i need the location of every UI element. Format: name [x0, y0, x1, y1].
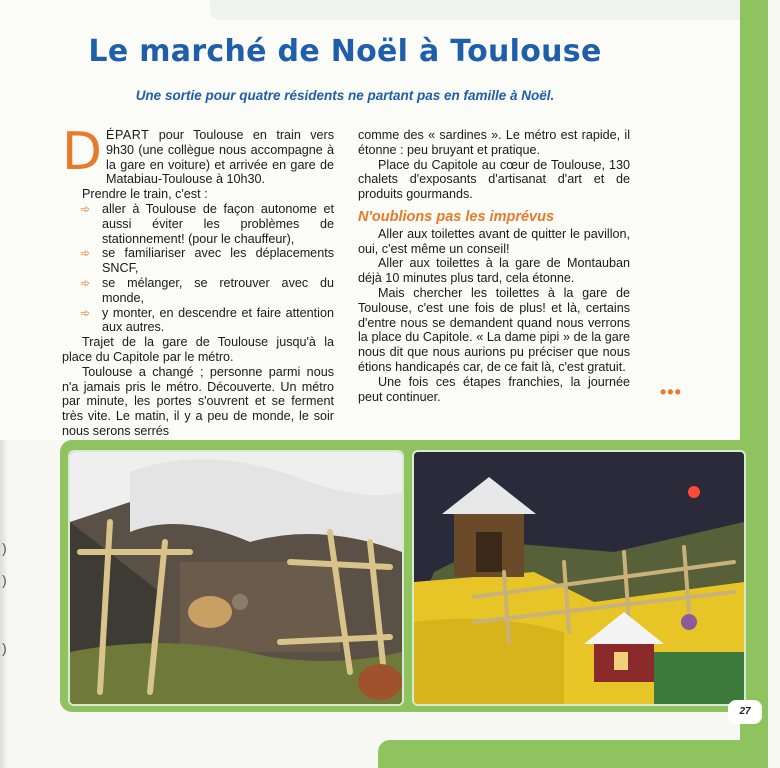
bullet-list — [62, 202, 334, 335]
top-band — [210, 0, 740, 20]
section-subheading: N'oublions pas les imprévus — [358, 208, 555, 225]
paragraph-capitole: Place du Capitole au cœur de Toulouse, 130 chalets d'exposants d'artisanat d'art et de produits gourmands. — [358, 157, 630, 202]
list-item-text: aller à Toulouse de façon autonome et aussi éviter les problèmes de stationnement! (pour le chauffeur), — [102, 201, 334, 246]
paragraph-metro: Toulouse a changé ; personne parmi nous n'a jamais pris le métro. Découverte. Un métro par minute, les portes s'ouvrent et se ferment très vite. Le matin, il y a peu de monde, le soir nous serons serrés — [62, 364, 334, 438]
paragraph-toilettes: Aller aux toilettes avant de quitter le pavillon, oui, c'est même un conseil! — [358, 226, 630, 256]
list-item — [62, 202, 334, 246]
paragraph-montauban: Aller aux toilettes à la gare de Montauban déjà 10 minutes plus tard, cela étonne. — [358, 256, 630, 286]
list-item — [62, 276, 334, 306]
page-number: 27 — [728, 700, 762, 724]
end-dots: ••• — [660, 382, 682, 402]
arrow-icon: ➾ — [80, 305, 91, 320]
intro-caps: ÉPART — [106, 128, 150, 142]
list-item-text: se mélanger, se retrouver avec du monde, — [102, 275, 334, 305]
binding-mark: ) — [2, 572, 7, 588]
drop-cap: D — [62, 122, 103, 182]
chalet-scene-image — [414, 452, 744, 704]
arrow-icon: ➾ — [80, 275, 91, 290]
list-item — [62, 246, 334, 276]
binding-mark: ) — [2, 540, 7, 556]
left-column — [62, 122, 334, 439]
binding-mark: ) — [2, 640, 7, 656]
list-item — [62, 306, 334, 336]
paragraph-sardines: comme des « sardines ». Le métro est rapide, il étonne : peu bruyant et pratique. — [358, 128, 630, 157]
article-subtitle: Une sortie pour quatre résidents ne partant pas en famille à Noël. — [135, 88, 555, 103]
chalet-scene-photo — [412, 450, 746, 706]
nativity-scene-image — [70, 452, 402, 704]
take-train-text: Prendre le train, c'est : — [82, 187, 208, 202]
article-title: Le marché de Noël à Toulouse — [88, 34, 602, 69]
right-column — [358, 128, 630, 404]
paragraph-trajet: Trajet de la gare de Toulouse jusqu'à la place du Capitole par le métro. — [62, 335, 334, 364]
nativity-scene-photo — [68, 450, 404, 706]
list-item-text: y monter, en descendre et faire attention aux autres. — [102, 305, 334, 335]
list-item-text: se familiariser avec les déplacements SNCF, — [102, 246, 334, 276]
paragraph-chercher: Mais chercher les toilettes à la gare de Toulouse, c'est une fois de plus! et là, certains d'entre nous se demandent quand nous verrons la place du Capitole. « La dame pipi » de la gare nous dit que nous aurions pu préciser que nous étions handicapés car, de ce fait là, c'est gratuit. — [358, 285, 630, 374]
intro-text: pour Toulouse en train vers 9h30 (une collègue nous accompagne à la gare en voiture) et arrivée en gare de Matabiau-Toulouse à 10h30. — [106, 128, 334, 187]
arrow-icon: ➾ — [80, 201, 91, 216]
arrow-icon: ➾ — [80, 246, 91, 261]
paragraph-fin: Une fois ces étapes franchies, la journée peut continuer. — [358, 374, 630, 404]
bottom-green-band — [378, 740, 768, 768]
